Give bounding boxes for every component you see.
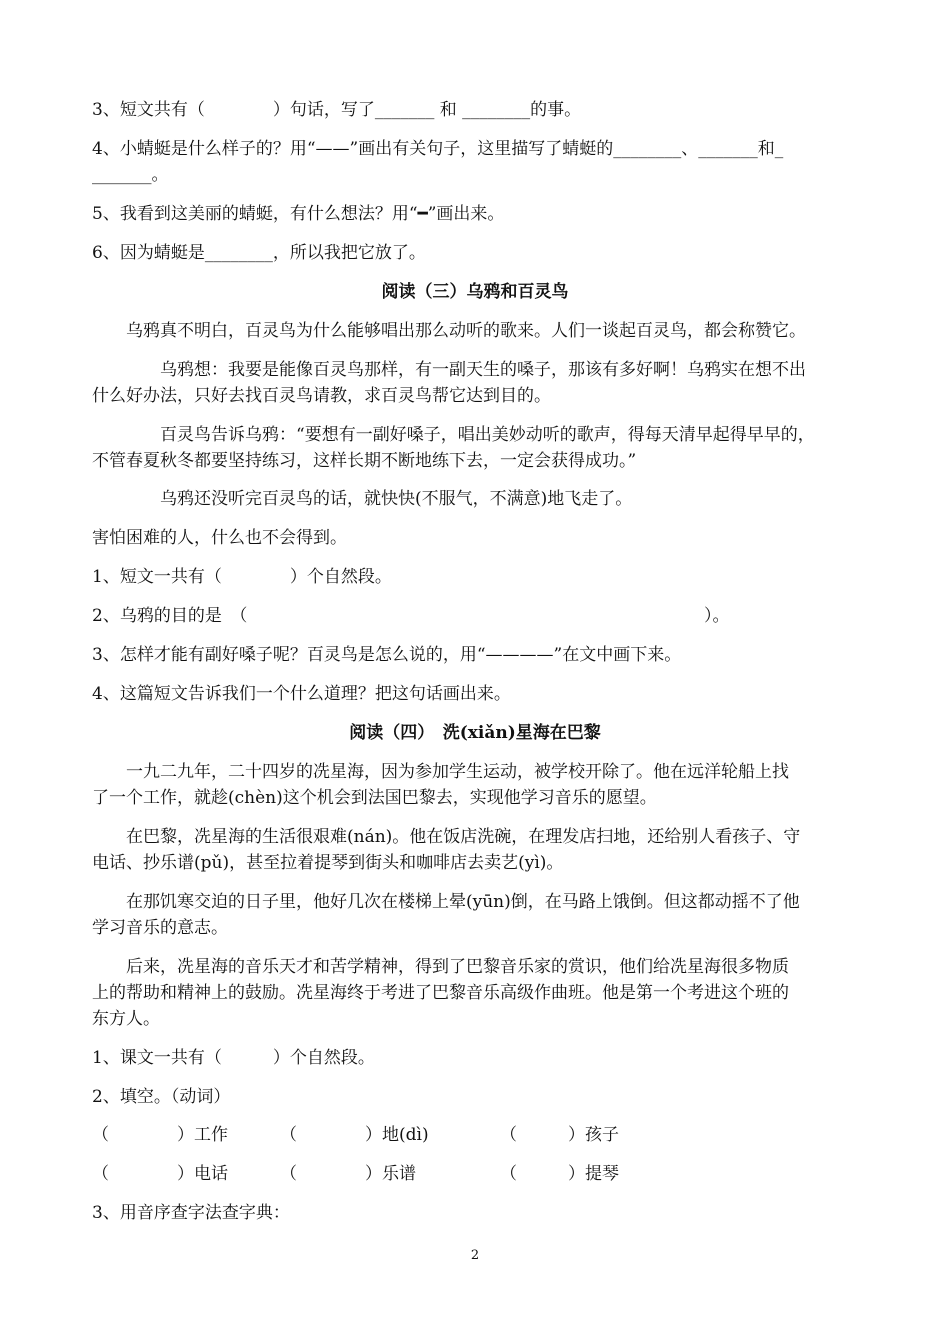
reading-3-paragraph-1: 乌鸦真不明白，百灵鸟为什么能够唱出那么动听的歌来。人们一谈起百灵鸟，都会称赞它。: [126, 321, 806, 341]
question-6: 6、因为蜻蜓是________，所以我把它放了。: [92, 243, 426, 263]
fill-item: （ ）提琴: [500, 1164, 619, 1184]
fill-item: （ ）孩子: [500, 1125, 619, 1145]
reading-3-paragraph-2-line2: 什么好办法，只好去找百灵鸟请教，求百灵鸟帮它达到目的。: [92, 386, 551, 406]
reading-4-paragraph-2-line1: 在巴黎，冼星海的生活很艰难(nán)。他在饭店洗碗，在理发店扫地，还给别人看孩子、守: [126, 827, 801, 847]
reading-3-paragraph-3-line1: 百灵鸟告诉乌鸦：“要想有一副好嗓子，唱出美妙动听的歌声，得每天清早起得早早的，: [160, 425, 815, 445]
reading-3-question-2-prefix: 2、乌鸦的目的是 （: [92, 606, 248, 626]
fill-item: （ ）地(dì): [280, 1125, 429, 1145]
reading-4-question-3: 3、用音序查字法查字典：: [92, 1203, 290, 1223]
reading-3-question-1: 1、短文一共有（ ）个自然段。: [92, 567, 392, 587]
question-4-line2: _______。: [92, 165, 169, 185]
fill-item: （ ）工作: [92, 1125, 228, 1145]
reading-4-paragraph-4-line2: 上的帮助和精神上的鼓励。冼星海终于考进了巴黎音乐高级作曲班。他是第一个考进这个班的: [92, 983, 789, 1003]
question-4-line1: 4、小蜻蜓是什么样子的？用“——”画出有关句子，这里描写了蜻蜓的________、_______和_: [92, 139, 784, 159]
reading-3-paragraph-2-line1: 乌鸦想：我要是能像百灵鸟那样，有一副天生的嗓子，那该有多好啊！乌鸦实在想不出: [160, 360, 806, 380]
reading-3-title: 阅读（三）乌鸦和百灵鸟: [381, 282, 569, 302]
fill-item: （ ）电话: [92, 1164, 228, 1184]
reading-3-question-3: 3、怎样才能有副好嗓子呢？百灵鸟是怎么说的，用“————”在文中画下来。: [92, 645, 682, 665]
reading-4-paragraph-3-line1: 在那饥寒交迫的日子里，他好几次在楼梯上晕(yūn)倒，在马路上饿倒。但这都动摇不了他: [126, 892, 800, 912]
reading-4-question-2: 2、填空。（动词）: [92, 1087, 231, 1107]
reading-4-paragraph-3-line2: 学习音乐的意志。: [92, 918, 228, 938]
reading-3-question-4: 4、这篇短文告诉我们一个什么道理？把这句话画出来。: [92, 684, 511, 704]
reading-3-question-2-suffix: ）。: [704, 606, 730, 626]
reading-4-title: 阅读（四） 洗(xiǎn)星海在巴黎: [349, 723, 601, 743]
question-3: 3、短文共有（ ）句话，写了_______ 和 ________的事。: [92, 100, 582, 120]
page-number: 2: [470, 1248, 480, 1263]
reading-4-paragraph-1-line1: 一九二九年，二十四岁的冼星海，因为参加学生运动，被学校开除了。他在远洋轮船上找: [126, 762, 789, 782]
reading-3-question-2: [92, 603, 870, 629]
reading-3-paragraph-4: 乌鸦还没听完百灵鸟的话，就快快(不服气，不满意)地飞走了。: [160, 489, 633, 509]
fill-item: （ ）乐谱: [280, 1164, 416, 1184]
reading-4-paragraph-2-line2: 电话、抄乐谱(pǔ)，甚至拉着提琴到街头和咖啡店去卖艺(yì)。: [92, 853, 564, 873]
reading-4-paragraph-4-line3: 东方人。: [92, 1009, 160, 1029]
reading-4-paragraph-1-line2: 了一个工作，就趁(chèn)这个机会到法国巴黎去，实现他学习音乐的愿望。: [92, 788, 657, 808]
reading-4-question-1: 1、课文一共有（ ）个自然段。: [92, 1048, 375, 1068]
reading-4-paragraph-4-line1: 后来，冼星海的音乐天才和苦学精神，得到了巴黎音乐家的赏识，他们给冼星海很多物质: [126, 957, 789, 977]
reading-3-paragraph-3-line2: 不管春夏秋冬都要坚持练习，这样长期不断地练下去，一定会获得成功。”: [92, 451, 637, 471]
question-5: 5、我看到这美丽的蜻蜓，有什么想法？用“━”画出来。: [92, 204, 505, 224]
reading-3-paragraph-5: 害怕困难的人，什么也不会得到。: [92, 528, 347, 548]
